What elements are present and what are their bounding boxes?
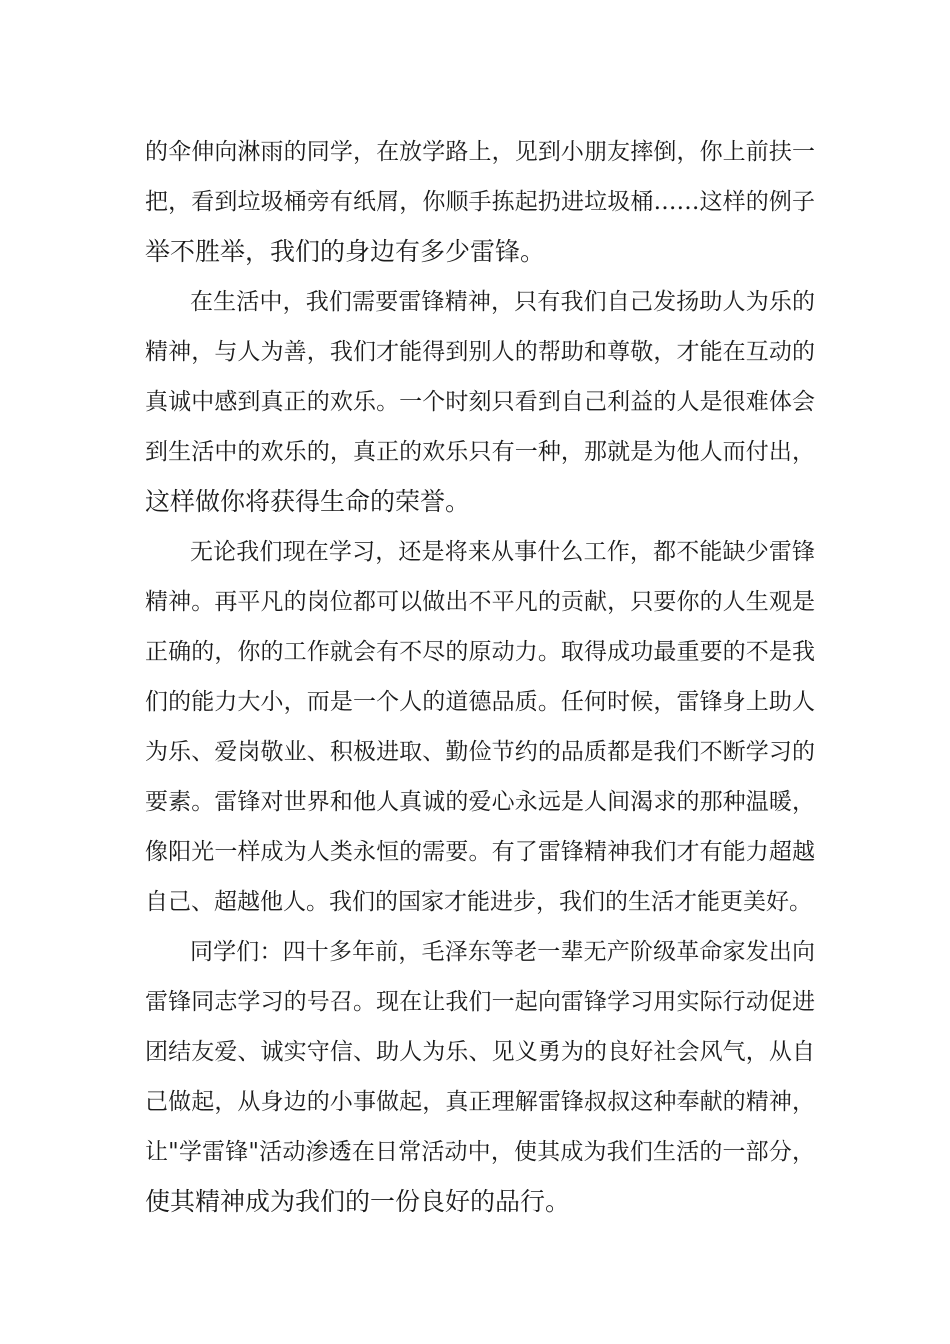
text-line: 自己、超越他人。我们的国家才能进步，我们的生活才能更美好。 (145, 889, 812, 915)
text-line: 己做起，从身边的小事做起，真正理解雷锋叔叔这种奉献的精神， (145, 1089, 815, 1115)
text-line: 把，看到垃圾桶旁有纸屑，你顺手拣起扔进垃圾桶……这样的例子 (145, 189, 815, 215)
text-line: 精神，与人为善，我们才能得到别人的帮助和尊敬，才能在互动的 (145, 339, 815, 365)
text-line: 的伞伸向淋雨的同学，在放学路上，见到小朋友摔倒，你上前扶一 (145, 139, 815, 165)
text-line: 在生活中，我们需要雷锋精神，只有我们自己发扬助人为乐的 (190, 289, 815, 315)
text-line: 雷锋同志学习的号召。现在让我们一起向雷锋学习用实际行动促进 (145, 989, 815, 1015)
text-line: 举不胜举，我们的身边有多少雷锋。 (145, 237, 546, 266)
text-line: 无论我们现在学习，还是将来从事什么工作，都不能缺少雷锋 (190, 539, 815, 565)
text-line: 像阳光一样成为人类永恒的需要。有了雷锋精神我们才有能力超越 (145, 839, 815, 865)
text-line: 这样做你将获得生命的荣誉。 (145, 487, 471, 516)
text-line: 正确的，你的工作就会有不尽的原动力。取得成功最重要的不是我 (145, 639, 815, 665)
text-line: 为乐、爱岗敬业、积极进取、勤俭节约的品质都是我们不断学习的 (145, 739, 815, 765)
text-line: 要素。雷锋对世界和他人真诚的爱心永远是人间渴求的那种温暖， (145, 789, 815, 815)
text-line: 到生活中的欢乐的，真正的欢乐只有一种，那就是为他人而付出， (145, 439, 815, 465)
text-line: 精神。再平凡的岗位都可以做出不平凡的贡献，只要你的人生观是 (145, 589, 815, 615)
text-line: 们的能力大小，而是一个人的道德品质。任何时候，雷锋身上助人 (145, 689, 815, 715)
text-line: 让"学雷锋"活动渗透在日常活动中，使其成为我们生活的一部分， (145, 1139, 815, 1165)
text-line: 团结友爱、诚实守信、助人为乐、见义勇为的良好社会风气，从自 (145, 1039, 815, 1065)
text-line: 真诚中感到真正的欢乐。一个时刻只看到自己利益的人是很难体会 (145, 389, 815, 415)
text-line: 使其精神成为我们的一份良好的品行。 (145, 1187, 571, 1216)
text-line: 同学们：四十多年前，毛泽东等老一辈无产阶级革命家发出向 (190, 939, 815, 965)
